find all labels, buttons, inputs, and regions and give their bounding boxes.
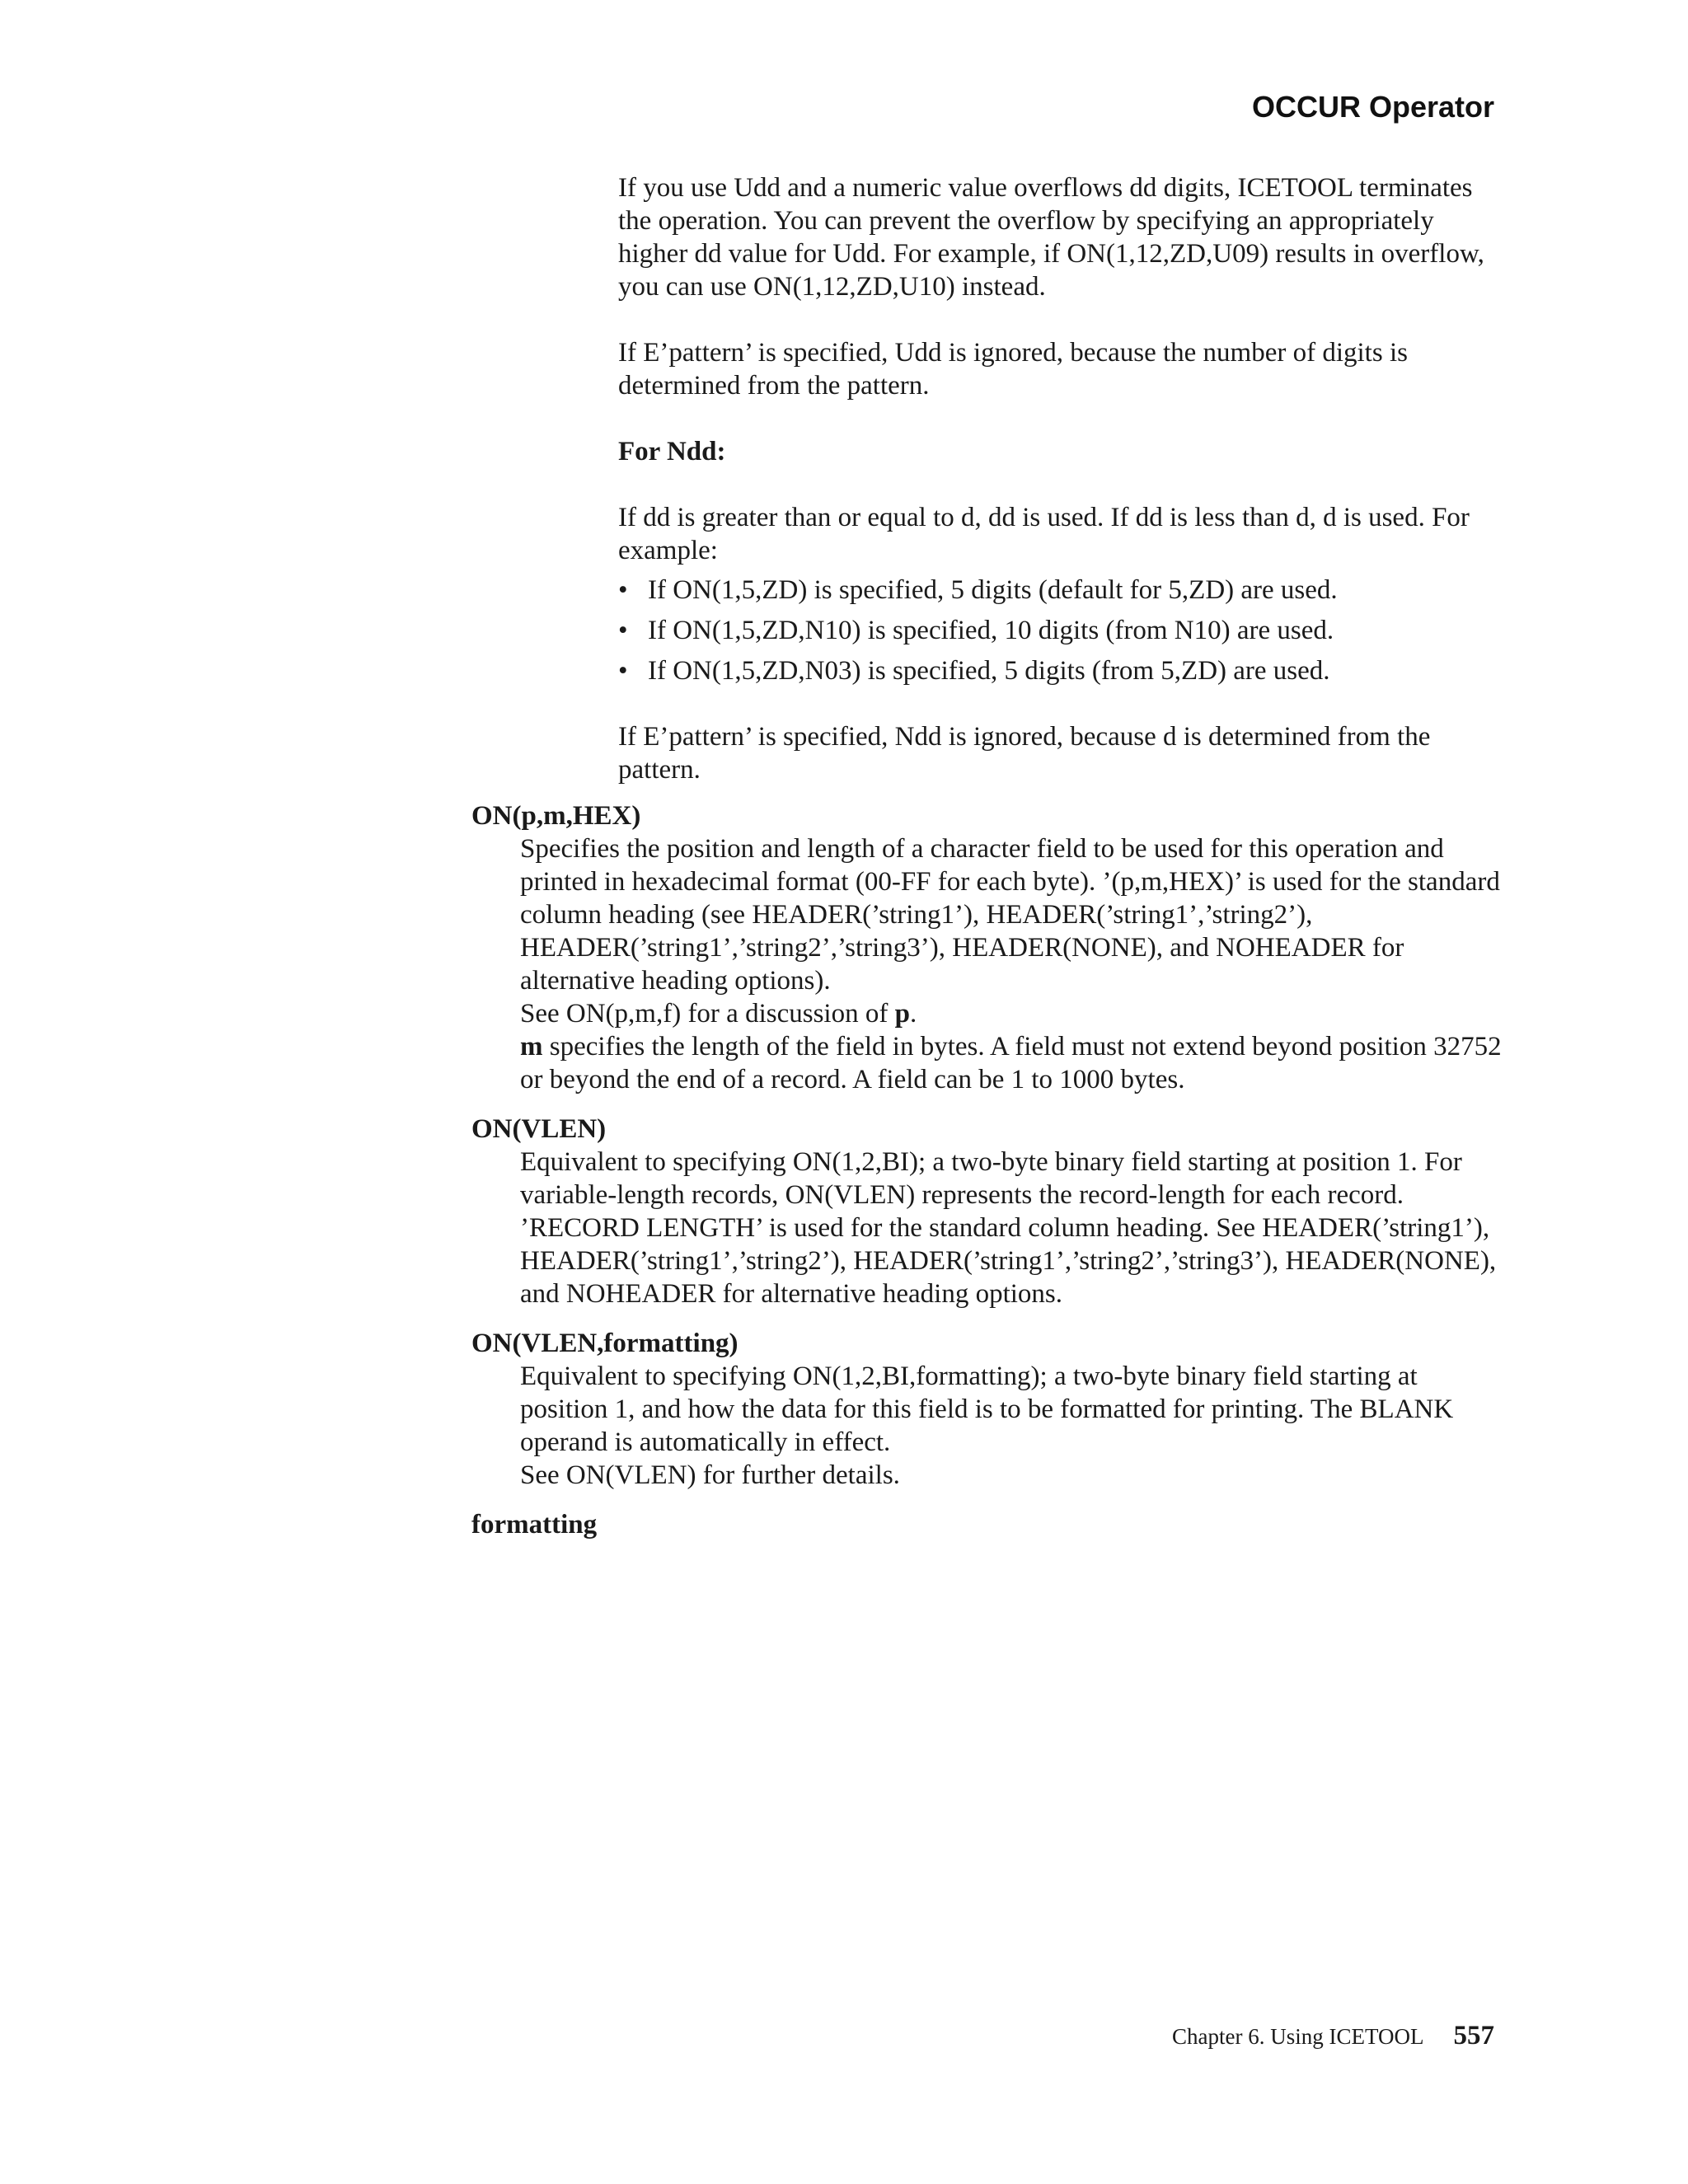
list-item-text: If ON(1,5,ZD,N03) is specified, 5 digits (from 5,ZD) are used. — [648, 656, 1330, 686]
hex-p-period: . — [909, 999, 917, 1029]
hex-m-text: specifies the length of the field in bytes. A field must not extend beyond position 32752 or beyond the end of a record. A field can be 1 to 1000 bytes. — [520, 1032, 1502, 1094]
running-head-title: OCCUR Operator — [1251, 90, 1494, 124]
page-footer — [1172, 2021, 1494, 2051]
term-on-vlen: ON(VLEN) — [471, 1114, 607, 1144]
bullet-icon: • — [618, 616, 628, 645]
hex-p-reference-text: See ON(p,m,f) for a discussion of — [520, 999, 895, 1029]
ndd-examples-list — [618, 574, 1506, 687]
vlen-description-paragraph: Equivalent to specifying ON(1,2,BI); a two-byte binary field starting at position 1. For variable-length records, ON(VLEN) represents the record-length for each record. ’RECORD LENGTH’ is used for the standard column heading. See HEADER(’string1’), HEADER(’string1’,’string2’), HEADER(’string1’,’string2’,’string3’), HEADER(NONE), and NOHEADER for alternative heading options. — [520, 1147, 1497, 1309]
hex-m-length-paragraph — [520, 1030, 1506, 1096]
ndd-pattern-paragraph: If E’pattern’ is specified, Ndd is ignored, because d is determined from the pattern. — [618, 722, 1431, 785]
list-item — [618, 574, 1506, 607]
udd-overflow-paragraph: If you use Udd and a numeric value overflows dd digits, ICETOOL terminates the operation. You can prevent the overflow by specifying an appropriately higher dd value for Udd. For example, if ON(1,12,ZD,U09) results in overflow, you can use ON(1,12,ZD,U10) instead. — [618, 173, 1484, 302]
operand-definition-list — [471, 799, 1506, 1541]
definition-on-hex — [520, 832, 1506, 1096]
ndd-label: For Ndd: — [618, 437, 726, 466]
definition-on-vlen-formatting — [520, 1360, 1506, 1492]
udd-pattern-paragraph: If E’pattern’ is specified, Udd is ignored, because the number of digits is determined from the pattern. — [618, 338, 1408, 401]
list-item — [618, 654, 1506, 687]
footer-chapter-title: Chapter 6. Using ICETOOL — [1172, 2024, 1424, 2049]
term-on-vlen-formatting: ON(VLEN,formatting) — [471, 1329, 738, 1358]
definition-on-vlen — [520, 1146, 1506, 1310]
hex-m-bold: m — [520, 1032, 543, 1062]
bullet-icon: • — [618, 656, 628, 686]
hex-description-paragraph: Specifies the position and length of a character field to be used for this operation and printed in hexadecimal format (00-FF for each byte). ’(p,m,HEX)’ is used for the standard column heading (see HEADER(’string1’), HEADER(’string1’,’string2’), HEADER(’string1’,’string2’,’string3’), HEADER(NONE), and NOHEADER for alternative heading options). — [520, 834, 1500, 996]
continuation-block — [618, 171, 1506, 786]
list-item — [618, 614, 1506, 647]
page-body — [471, 171, 1506, 1541]
vlen-formatting-reference-paragraph: See ON(VLEN) for further details. — [520, 1460, 900, 1490]
term-on-hex: ON(p,m,HEX) — [471, 801, 641, 831]
term-formatting: formatting — [471, 1510, 598, 1540]
page-number: 557 — [1453, 2021, 1494, 2050]
bullet-icon: • — [618, 575, 628, 605]
hex-p-bold: p — [894, 999, 910, 1029]
vlen-formatting-description-paragraph: Equivalent to specifying ON(1,2,BI,formatting); a two-byte binary field starting at position 1, and how the data for this field is to be formatted for printing. The BLANK operand is automatically in effect. — [520, 1361, 1454, 1457]
list-item-text: If ON(1,5,ZD) is specified, 5 digits (default for 5,ZD) are used. — [648, 575, 1338, 605]
list-item-text: If ON(1,5,ZD,N10) is specified, 10 digits (from N10) are used. — [648, 616, 1334, 645]
ndd-intro-paragraph: If dd is greater than or equal to d, dd is used. If dd is less than d, d is used. For example: — [618, 503, 1470, 565]
hex-p-reference-paragraph — [520, 997, 1506, 1030]
